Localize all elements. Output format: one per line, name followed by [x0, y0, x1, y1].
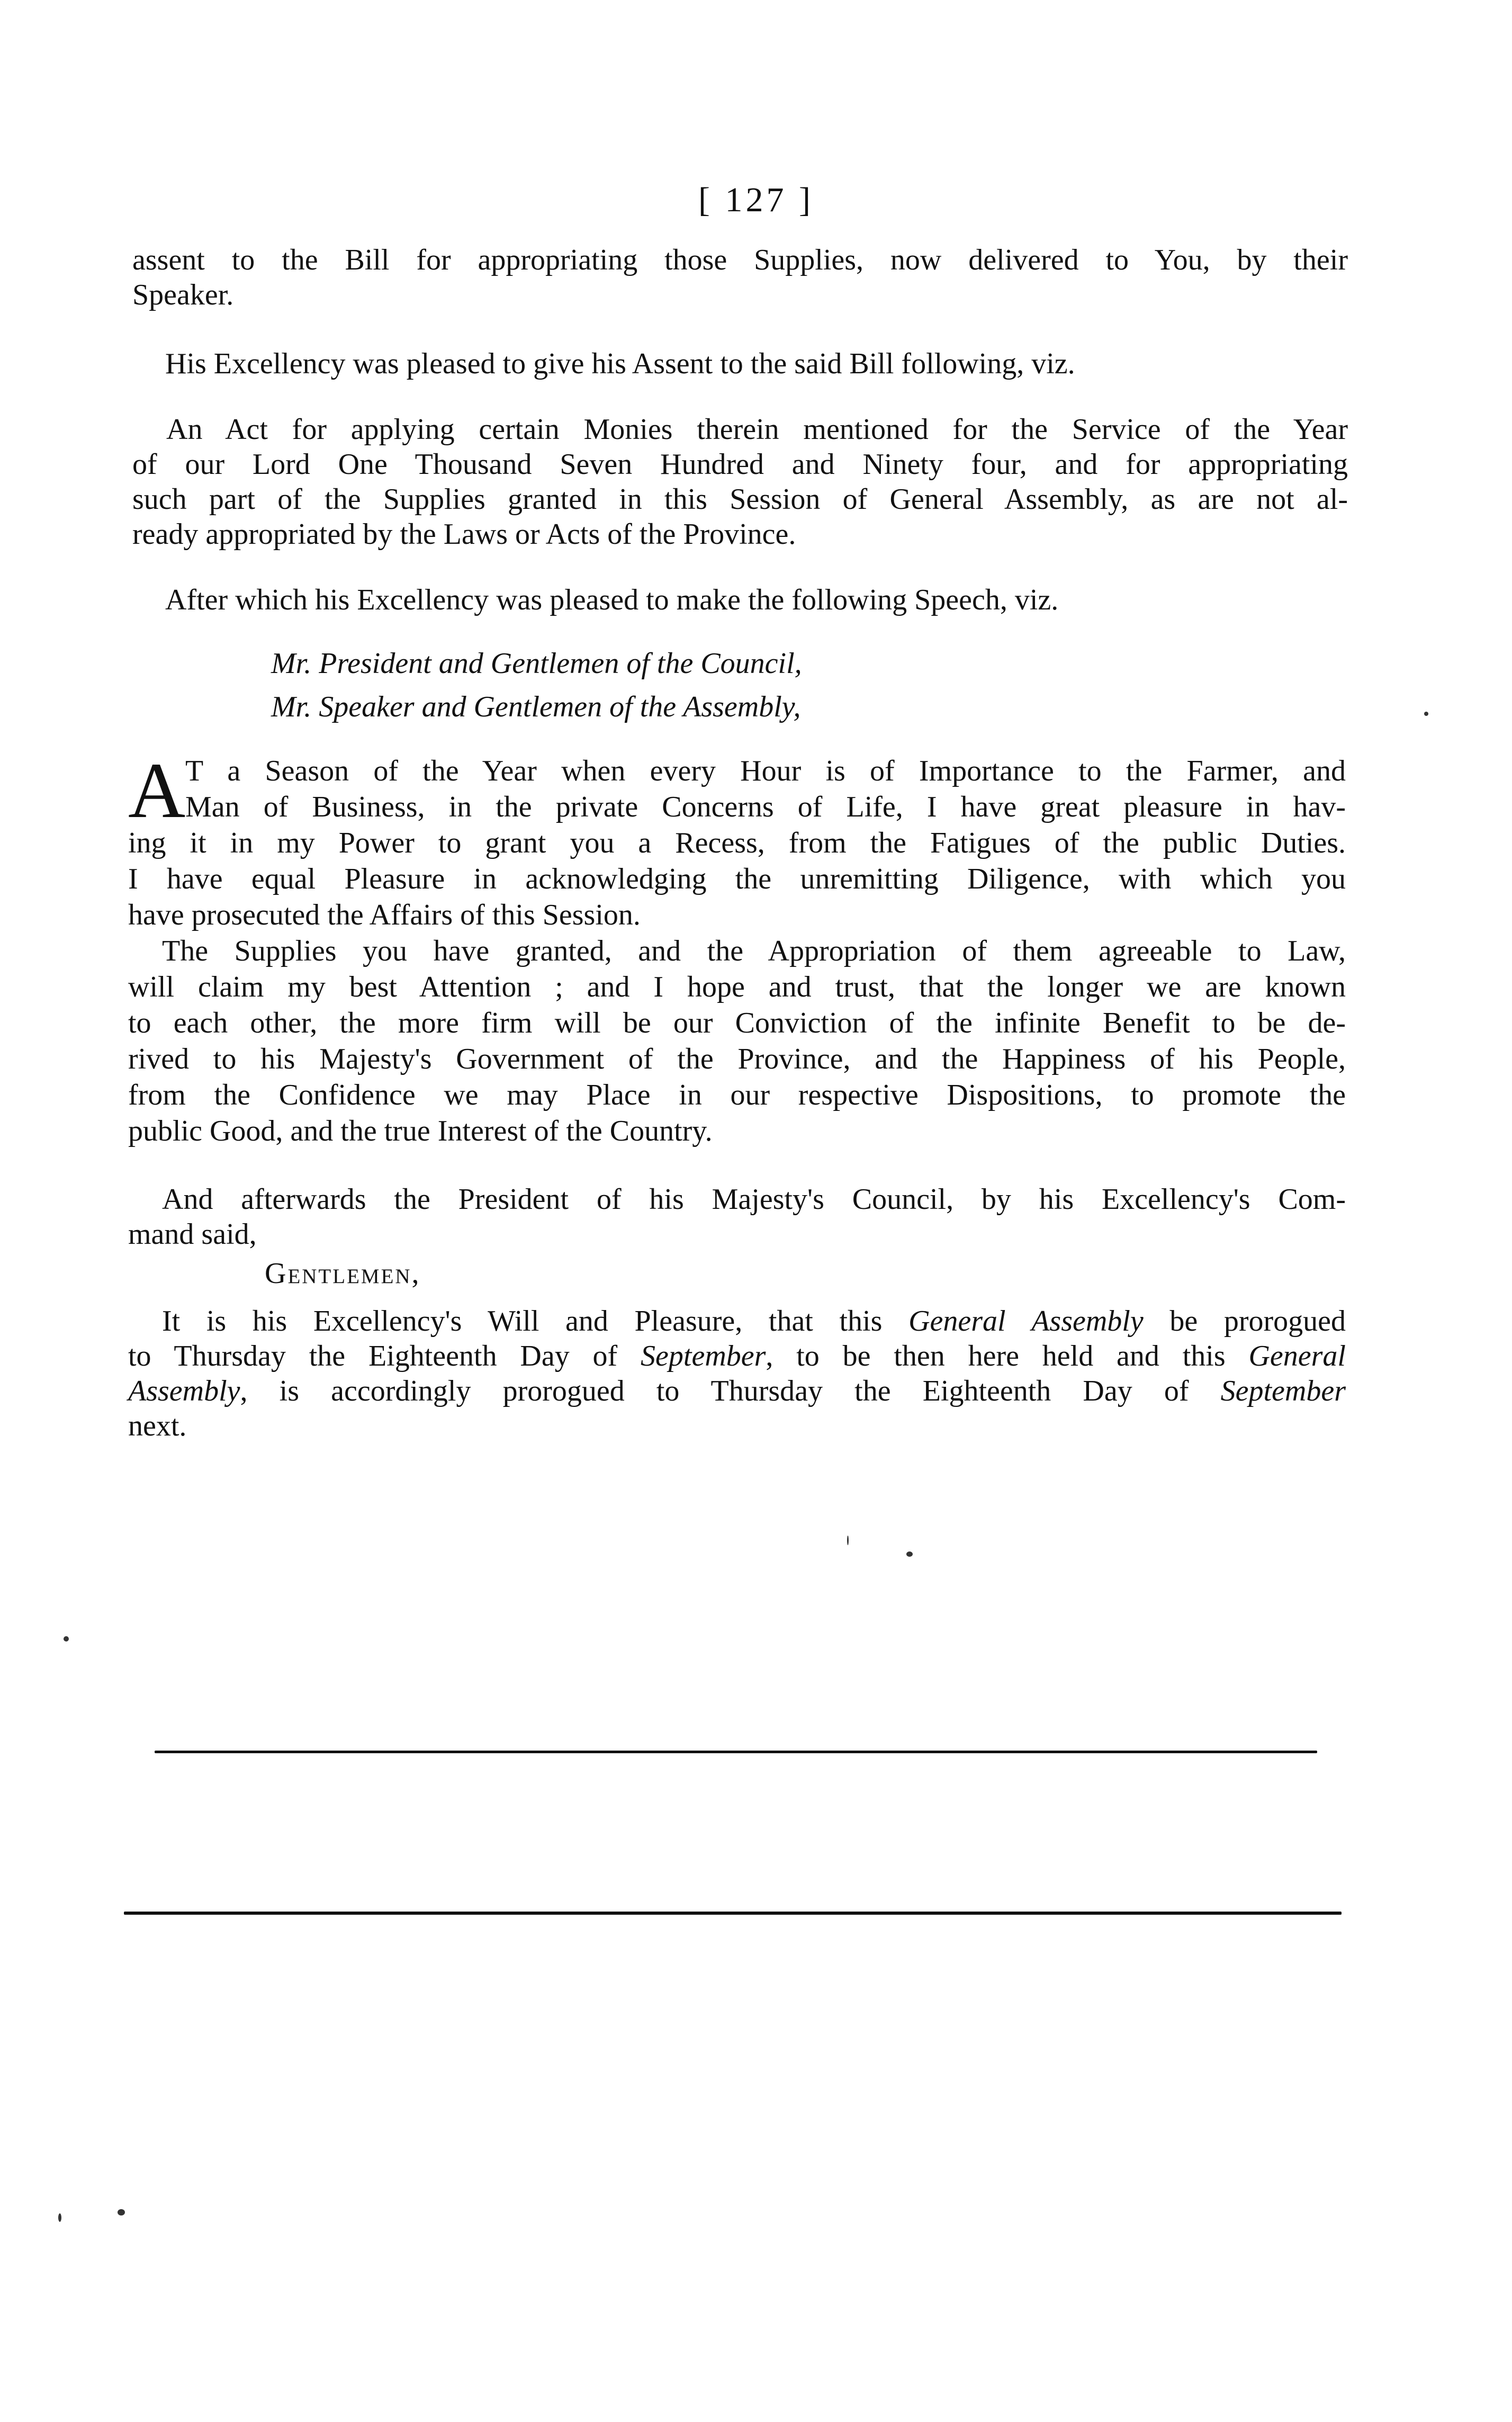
- speech-line: from the Confidence we may Place in our respective Dispositions, to promote the: [128, 1079, 1346, 1111]
- scan-speck: [847, 1536, 849, 1545]
- order-text: to Thursday the Eighteenth Day of: [128, 1340, 641, 1373]
- order-text: , is accordingly prorogued to Thursday the Eighteenth Day of: [240, 1375, 1221, 1407]
- salutation-block: [271, 642, 1118, 729]
- order-text: be prorogued: [1143, 1305, 1346, 1338]
- speech-line: public Good, and the true Interest of the Country.: [128, 1115, 713, 1147]
- speech-line: The Supplies you have granted, and the Appropriation of them agreeable to Law,: [162, 935, 1346, 967]
- scan-speck: [58, 2213, 61, 2222]
- order-line: [128, 1374, 1346, 1409]
- order-text-italic: September: [1220, 1375, 1346, 1407]
- address-heading: [265, 1256, 794, 1291]
- act-line: of our Lord One Thousand Seven Hundred and Ninety four, and for appropriating: [132, 448, 1348, 481]
- intro-paragraph: [132, 243, 1348, 312]
- scan-speck: [906, 1551, 913, 1557]
- act-line: An Act for applying certain Monies therein mentioned for the Service of the Year: [166, 413, 1348, 446]
- prorogation-order: [128, 1304, 1346, 1443]
- scan-speck: [64, 1636, 69, 1641]
- page-number: [ 127 ]: [698, 181, 814, 219]
- order-text-italic: September: [641, 1340, 766, 1373]
- salutation-assembly: Mr. Speaker and Gentlemen of the Assembly,: [271, 690, 801, 723]
- section-rule: [124, 1912, 1342, 1915]
- speech-intro-paragraph: [165, 582, 1348, 617]
- speech-line: to each other, the more firm will be our Conviction of the infinite Benefit to be de-: [128, 1007, 1346, 1039]
- order-text-italic: General Assembly: [908, 1305, 1144, 1338]
- speech-line: ing it in my Power to grant you a Recess, from the Fatigues of the public Duties.: [128, 827, 1346, 859]
- order-text: , to be then here held and this: [766, 1340, 1249, 1373]
- prorogation-line: And afterwards the President of his Majesty's Council, by his Excellency's Com-: [162, 1183, 1346, 1216]
- order-line: next.: [128, 1410, 187, 1442]
- scan-speck: [118, 2209, 125, 2215]
- speech-line: I have equal Pleasure in acknowledging the unremitting Diligence, with which you: [128, 863, 1346, 895]
- speech-line: rived to his Majesty's Government of the Province, and the Happiness of his People,: [128, 1043, 1346, 1075]
- intro-line: assent to the Bill for appropriating those Supplies, now delivered to You, by their: [132, 244, 1348, 276]
- order-text-italic: Assembly: [128, 1375, 240, 1407]
- address-gentlemen: Gentlemen,: [265, 1257, 421, 1290]
- act-line: ready appropriated by the Laws or Acts of the Province.: [132, 518, 796, 551]
- speech-line: have prosecuted the Affairs of this Session.: [128, 899, 641, 931]
- prorogation-line: mand said,: [128, 1218, 257, 1251]
- speech-intro-line: After which his Excellency was pleased to make the following Speech, viz.: [165, 584, 1059, 616]
- intro-line: Speaker.: [132, 279, 234, 311]
- act-title-paragraph: [132, 412, 1348, 552]
- act-line: such part of the Supplies granted in this Session of General Assembly, as are not al-: [132, 483, 1348, 516]
- order-text: It is his Excellency's Will and Pleasure, that this: [162, 1305, 909, 1338]
- assent-paragraph: [165, 346, 1348, 381]
- order-line: [128, 1304, 1346, 1339]
- order-line: [128, 1339, 1346, 1374]
- speech-line: T a Season of the Year when every Hour is of Importance to the Farmer, and: [185, 755, 1346, 787]
- assent-line: His Excellency was pleased to give his Assent to the said Bill following, viz.: [165, 347, 1075, 380]
- salutation-council: Mr. President and Gentlemen of the Council,: [271, 647, 802, 680]
- speech-line: Man of Business, in the private Concerns of Life, I have great pleasure in hav-: [185, 791, 1346, 823]
- section-rule: [155, 1751, 1317, 1753]
- order-text-italic: General: [1248, 1340, 1346, 1373]
- prorogation-paragraph: [128, 1182, 1346, 1252]
- drop-cap: A: [128, 747, 186, 835]
- speech-line: will claim my best Attention ; and I hope and trust, that the longer we are known: [128, 971, 1346, 1003]
- scan-speck: [1424, 712, 1428, 716]
- speech-body: [128, 747, 1346, 1149]
